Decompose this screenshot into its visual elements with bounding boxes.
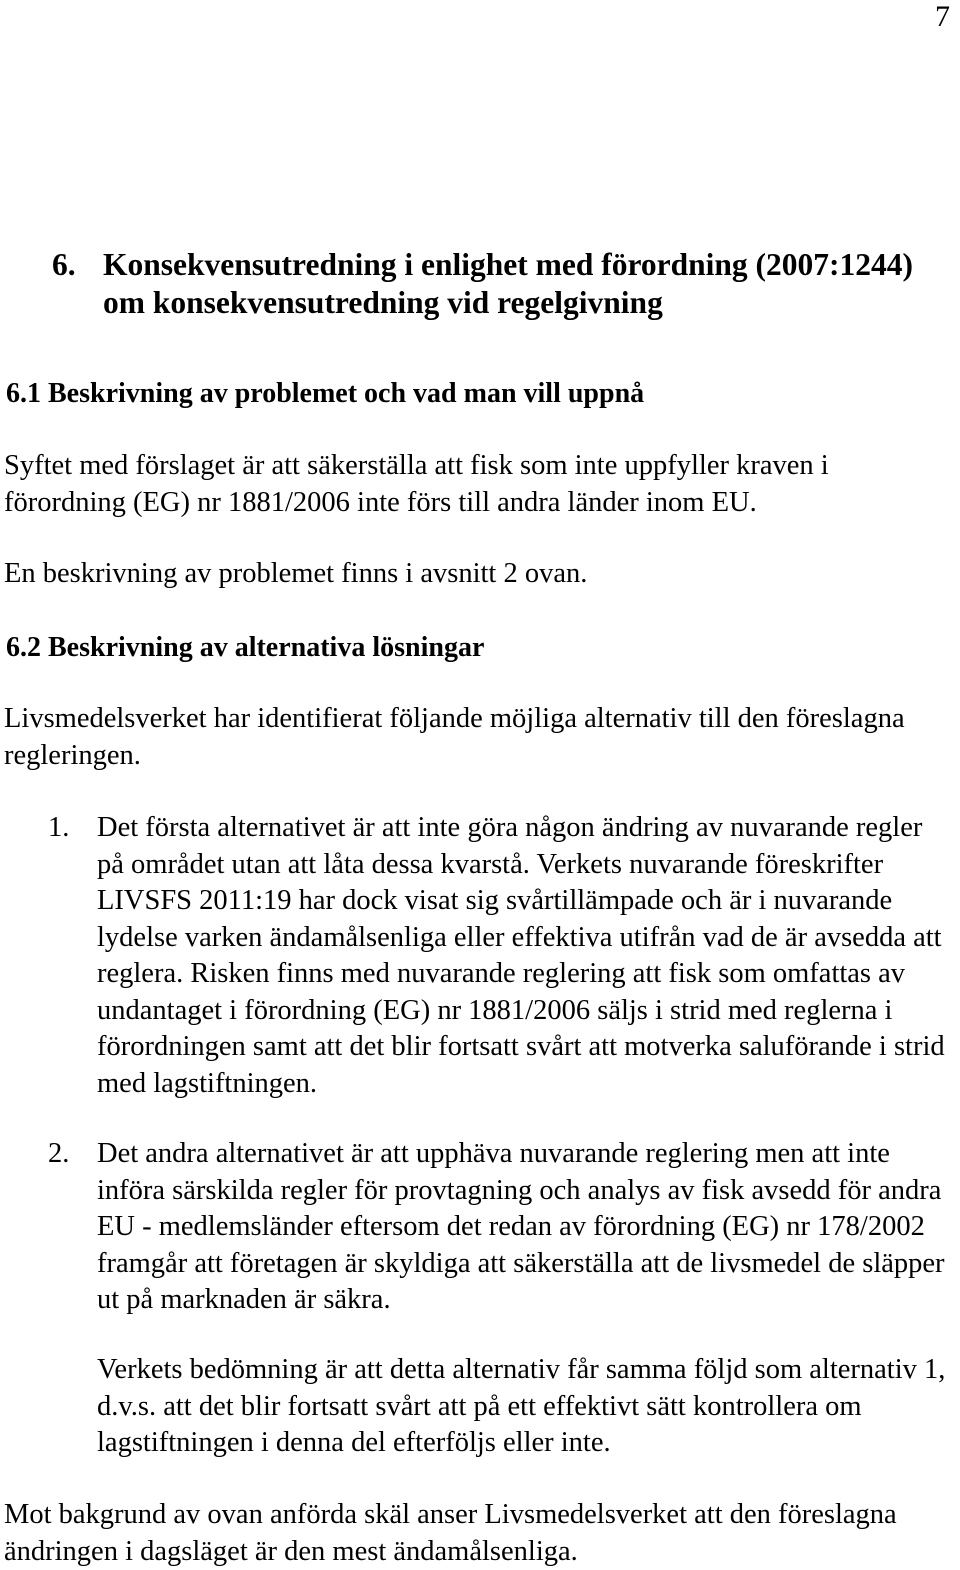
list-item-number: 2. <box>48 1138 70 1169</box>
list-item-text: Det andra alternativet är att upphäva nuvarande reglering men att inte införa särskilda regler för provtagning och analys av fisk avsedd för andra EU - medlemsländer eftersom det redan av förordning (EG) nr 178/2002 framgår att företagen är skyldiga att säkerställa att de livsmedel de släpper ut på marknaden är säkra. <box>97 1138 945 1315</box>
list-item-text: Det första alternativet är att inte göra någon ändring av nuvarande regler på området utan att låta dessa kvarstå. Verkets nuvarande föreskrifter LIVSFS 2011:19 har dock visat sig svårtillämpade och är i nuvarande lydelse varken ändamålsenliga eller effektiva utifrån vad de är avsedda att reglera. Risken finns med nuvarande reglering att fisk som omfattas av undantaget i förordning (EG) nr 1881/2006 säljs i strid med reglerna i förordningen samt att det blir fortsatt svårt att motverka saluförande i strid med lagstiftningen. <box>97 812 945 1099</box>
list-item-number: 1. <box>48 812 70 843</box>
page-number: 7 <box>935 0 950 33</box>
chapter-number: 6. <box>52 247 76 282</box>
section-6-1-paragraph-purpose: Syftet med förslaget är att säkerställa att fisk som inte uppfyller kraven i förordning (EG) nr 1881/2006 inte förs till andra länder inom EU. <box>4 450 829 518</box>
section-6-1-heading: 6.1 Beskrivning av problemet och vad man vill uppnå <box>6 378 645 409</box>
section-6-2-heading: 6.2 Beskrivning av alternativa lösningar <box>6 632 485 663</box>
section-6-2-intro: Livsmedelsverket har identifierat följande möjliga alternativ till den föreslagna regleringen. <box>4 703 905 771</box>
section-6-2-conclusion: Mot bakgrund av ovan anförda skäl anser Livsmedelsverket att den föreslagna ändringen i dagsläget är den mest ändamålsenliga. <box>4 1499 897 1567</box>
chapter-title: Konsekvensutredning i enlighet med förordning (2007:1244) om konsekvensutredning vid regelgivning <box>103 247 914 320</box>
section-6-1-paragraph-reference: En beskrivning av problemet finns i avsnitt 2 ovan. <box>4 558 588 589</box>
list-item-2-followup: Verkets bedömning är att detta alternativ får samma följd som alternativ 1, d.v.s. att det blir fortsatt svårt att på ett effektivt sätt kontrollera om lagstiftningen i denna del efterföljs eller inte. <box>97 1354 946 1458</box>
